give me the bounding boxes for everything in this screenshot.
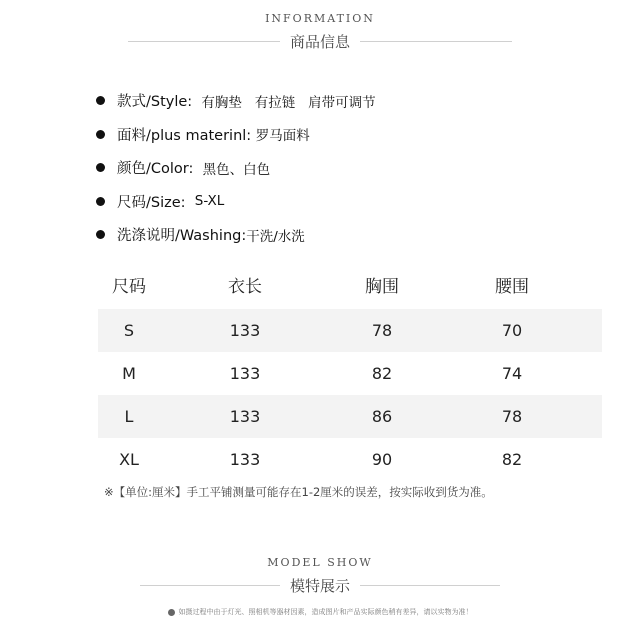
spec-value: S-XL (194, 193, 225, 210)
model-show-title-en: MODEL SHOW (267, 556, 373, 569)
cell-length: 133 (229, 407, 261, 426)
table-row (98, 438, 602, 481)
spec-item-material (96, 118, 376, 152)
spec-label: 颜色/Color: (117, 161, 203, 178)
cell-bust: 78 (371, 321, 393, 340)
spec-value: 干洗/水洗 (246, 228, 305, 245)
cell-bust: 86 (371, 407, 393, 426)
information-title-en: INFORMATION (265, 12, 375, 25)
cell-waist: 78 (501, 407, 523, 426)
cell-size: XL (119, 450, 139, 469)
footer-note (0, 607, 640, 617)
cell-length: 133 (229, 364, 261, 383)
size-table-header (98, 266, 602, 309)
cell-bust: 90 (371, 450, 393, 469)
spec-label: 洗涤说明/Washing: (117, 228, 247, 245)
spec-value: 有胸垫 有拉链 肩带可调节 (201, 94, 376, 111)
spec-label: 款式/Style: (117, 94, 202, 111)
information-title-zh: 商品信息 (280, 33, 360, 51)
spec-value: 黑色、白色 (202, 161, 271, 178)
spec-label: 面料/plus materinl: (117, 127, 256, 144)
size-table (98, 266, 602, 481)
spec-item-style (96, 84, 376, 118)
model-show-header (0, 556, 640, 595)
header-size: 尺码 (112, 277, 146, 297)
table-row (98, 352, 602, 395)
cell-size: M (122, 364, 136, 383)
bullet-icon (96, 163, 105, 172)
model-show-title-zh: 模特展示 (280, 577, 360, 595)
cell-length: 133 (229, 450, 261, 469)
measurement-note: ※【单位:厘米】手工平铺测量可能存在1-2厘米的误差，按实际收到货为准。 (104, 485, 493, 499)
cell-waist: 82 (501, 450, 523, 469)
table-row (98, 395, 602, 438)
spec-label: 尺码/Size: (117, 194, 195, 211)
table-row (98, 309, 602, 352)
cell-waist: 74 (501, 364, 523, 383)
bullet-icon (96, 130, 105, 139)
info-icon (168, 609, 175, 616)
header-length: 衣长 (228, 277, 262, 297)
spec-item-washing (96, 218, 376, 252)
spec-item-size (96, 185, 376, 219)
cell-bust: 82 (371, 364, 393, 383)
cell-length: 133 (229, 321, 261, 340)
cell-waist: 70 (501, 321, 523, 340)
spec-list (96, 84, 376, 252)
spec-item-color (96, 151, 376, 185)
spec-value: 罗马面料 (255, 128, 310, 145)
cell-size: S (123, 321, 135, 340)
header-bust: 胸围 (365, 277, 399, 297)
bullet-icon (96, 230, 105, 239)
bullet-icon (96, 96, 105, 105)
cell-size: L (124, 407, 134, 426)
information-header (0, 12, 640, 51)
header-waist: 腰围 (495, 277, 529, 297)
bullet-icon (96, 197, 105, 206)
footer-note-text: 如摄过程中由于灯光、照相机等器材因素，造成图片和产品实际颜色稍有差异，请以实物为准！ (178, 608, 473, 616)
